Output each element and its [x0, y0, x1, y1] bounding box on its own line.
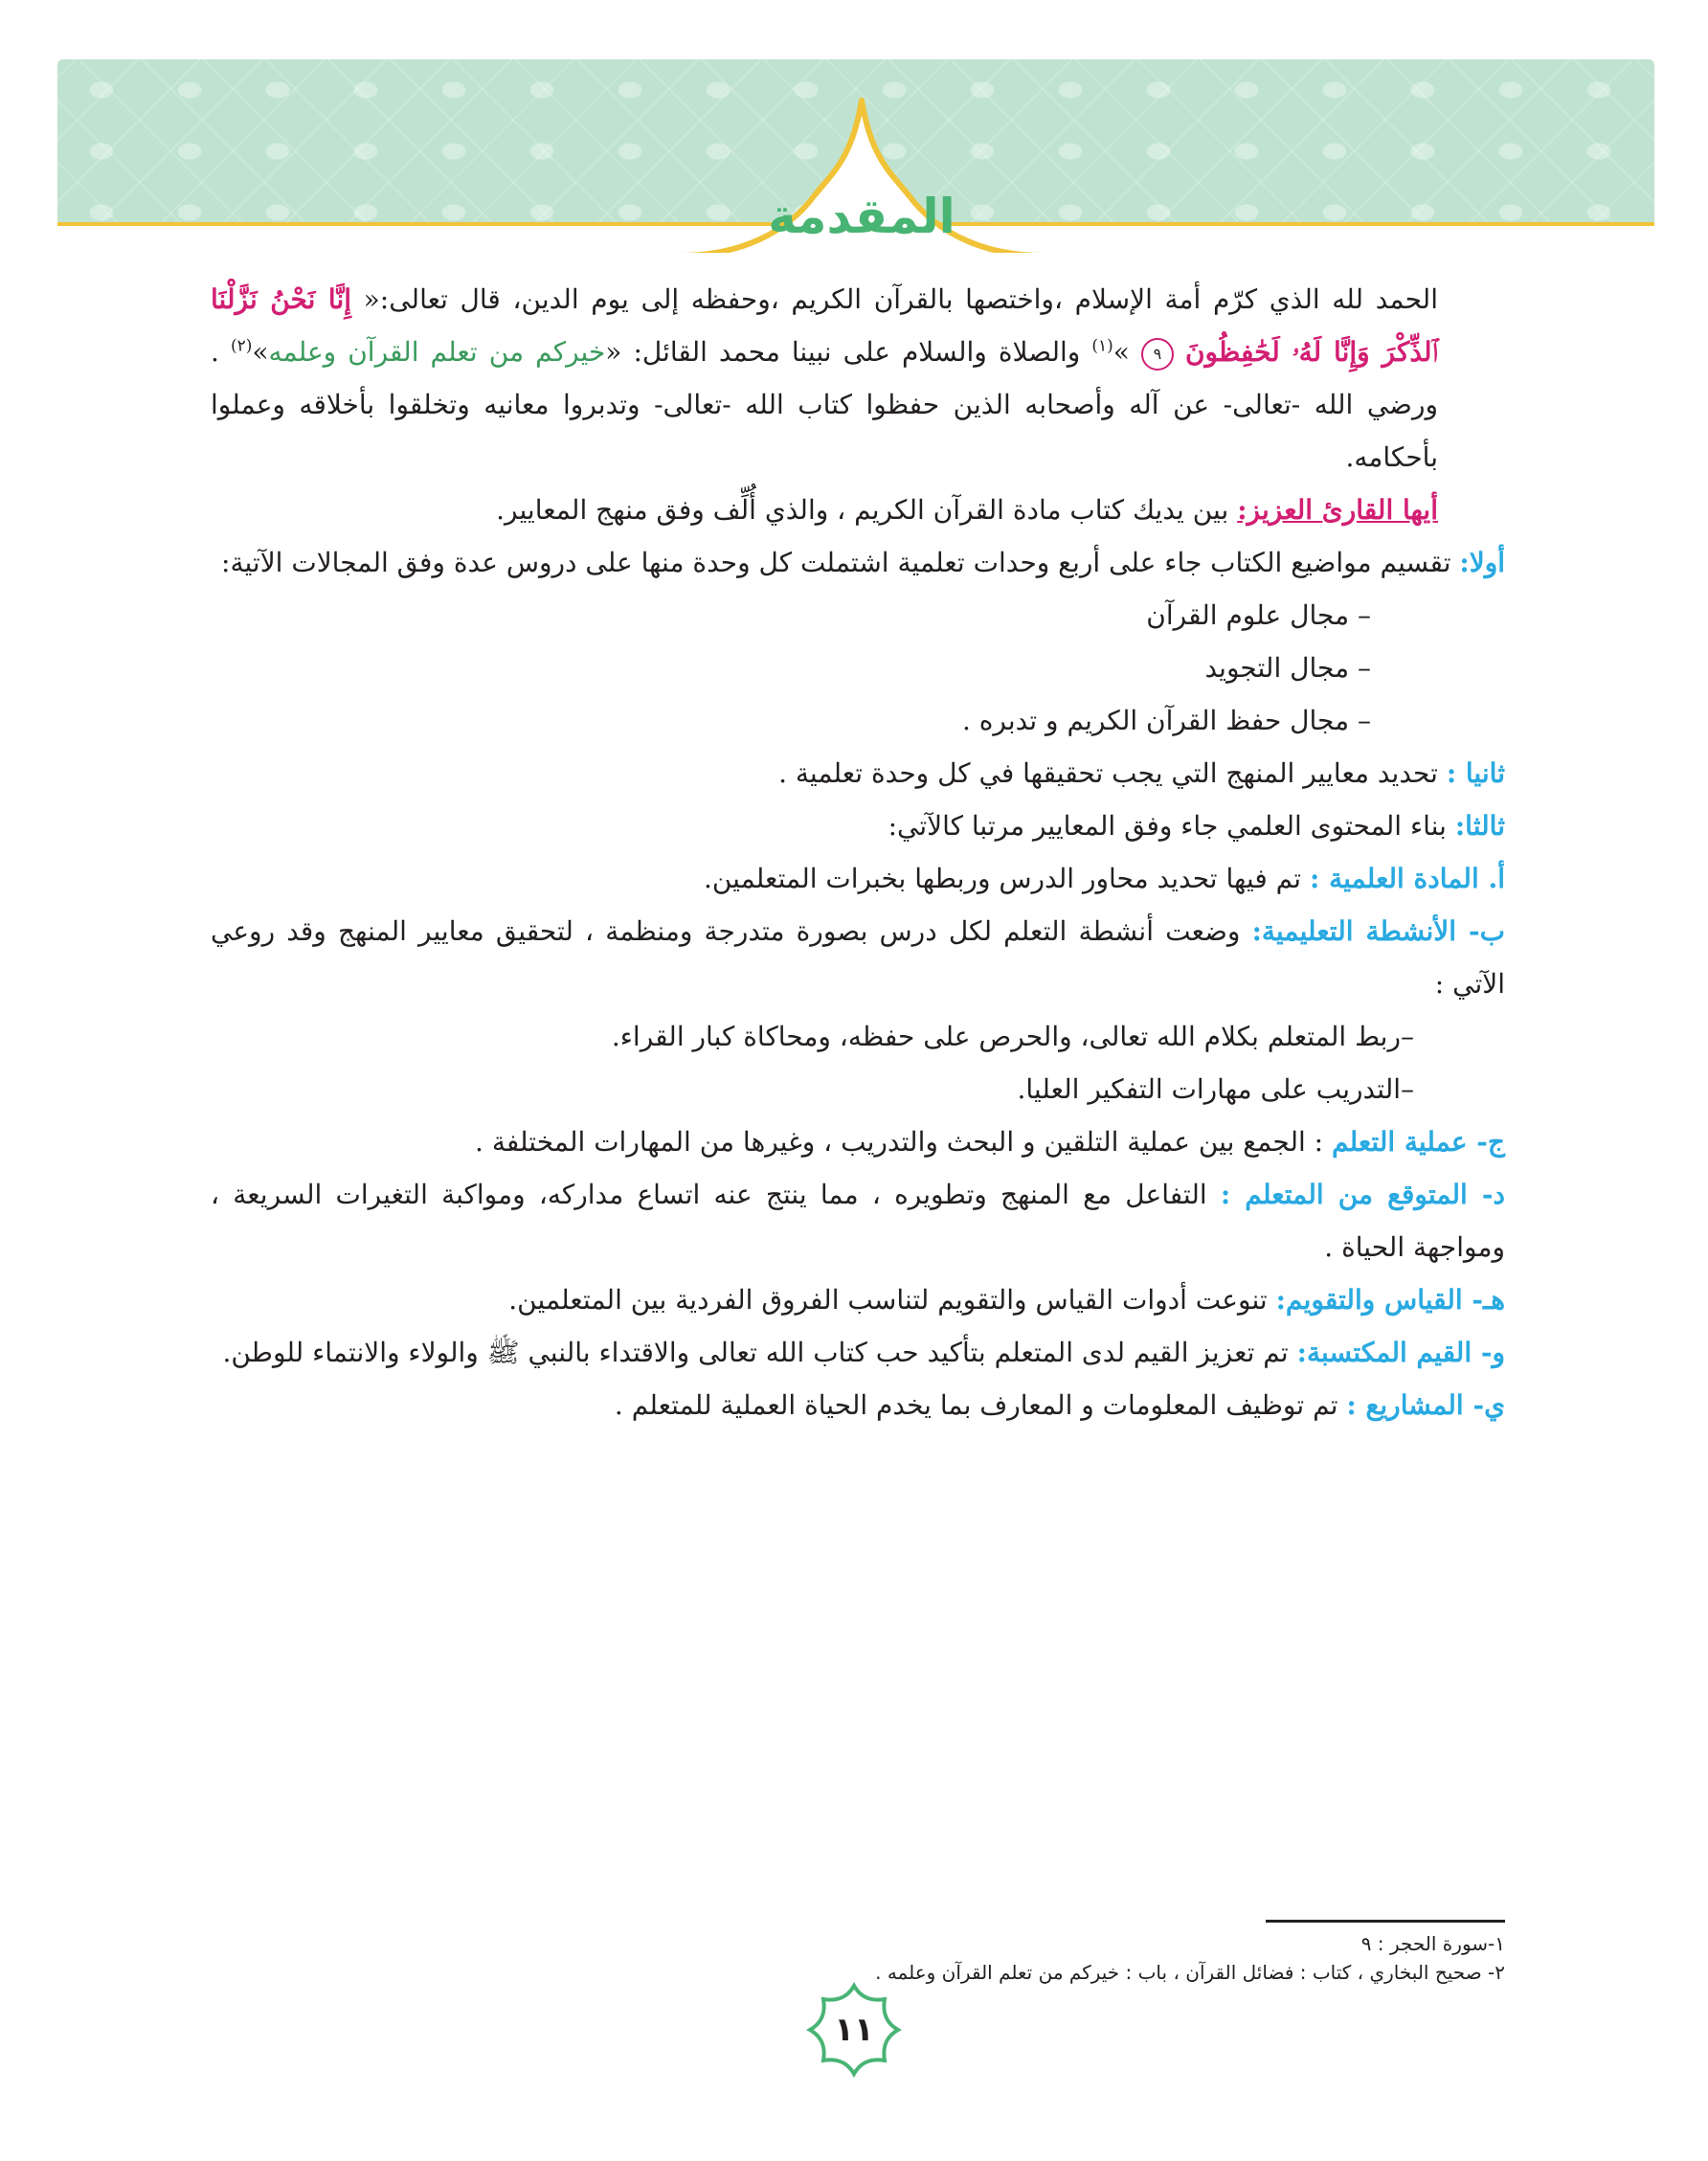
item-e: هـ- القياس والتقويم: تنوعت أدوات القياس والتقويم لتناسب الفروق الفردية بين المتعلمين.: [508, 1284, 1505, 1316]
second-label: ثانيا :: [1446, 757, 1505, 789]
footnote-ref-2: (٢): [230, 336, 253, 356]
item-a: أ. المادة العلمية : تم فيها تحديد محاور الدرس وربطها بخبرات المتعلمين.: [703, 863, 1505, 894]
third-label: ثالثا:: [1454, 810, 1505, 842]
ayah-number-mark: ٩: [1141, 338, 1174, 371]
item-g: ي- المشاريع : تم توظيف المعلومات و المعارف بما يخدم الحياة العملية للمتعلم .: [614, 1389, 1505, 1421]
footnote-divider: [1266, 1920, 1505, 1923]
item-e-label: هـ- القياس والتقويم:: [1275, 1284, 1505, 1316]
reader-paragraph: أيها القارئ العزيز: بين يديك كتاب مادة القرآن الكريم ، والذي أُلِّف وفق منهج المعايير.: [496, 494, 1438, 526]
footnote-2: ٢- صحيح البخاري ، كتاب : فضائل القرآن ، باب : خيركم من تعلم القرآن وعلمه .: [875, 1961, 1505, 1984]
footnote-ref-1: (١): [1091, 336, 1113, 356]
item-g-label: ي- المشاريع :: [1346, 1389, 1505, 1421]
list-item: – مجال حفظ القرآن الكريم و تدبره .: [961, 705, 1371, 736]
page-number: ١١: [834, 2011, 874, 2049]
item-d-label: د- المتوقع من المتعلم :: [1220, 1179, 1505, 1210]
reader-label: أيها القارئ العزيز:: [1237, 494, 1438, 526]
second-paragraph: ثانيا : تحديد معايير المنهج التي يجب تحقيقها في كل وحدة تعلمية .: [778, 757, 1505, 789]
list-item: – مجال علوم القرآن: [1146, 599, 1371, 631]
item-c: ج- عملية التعلم : الجمع بين عملية التلقين و البحث والتدريب ، وغيرها من المهارات المختلفة .: [475, 1126, 1505, 1158]
first-paragraph: أولا: تقسيم مواضيع الكتاب جاء على أربع وحدات تعلمية اشتملت كل وحدة منها على دروس عدة وفق المجالات الآتية:: [221, 547, 1505, 578]
item-a-label: أ. المادة العلمية :: [1309, 863, 1505, 894]
footnote-1: ١-سورة الحجر : ٩: [1360, 1932, 1505, 1955]
quran-verse: إِنَّا نَحْنُ نَزَّلْنَا ٱلذِّكْرَ وَإِنَّا لَهُۥ لَحَٰفِظُونَ: [211, 283, 1438, 368]
item-c-label: ج- عملية التعلم: [1332, 1126, 1505, 1158]
intro-content: [211, 273, 1505, 1431]
page-title: المقدمة: [768, 189, 955, 244]
third-paragraph: ثالثا: بناء المحتوى العلمي جاء وفق المعايير مرتبا كالآتي:: [888, 810, 1505, 842]
item-b: ب- الأنشطة التعليمية: وضعت أنشطة التعلم لكل درس بصورة متدرجة ومنظمة ، لتحقيق معايير المنهج وقد روعي الآتي :: [211, 915, 1506, 1000]
list-item: –التدريب على مهارات التفكير العليا.: [1017, 1073, 1414, 1105]
item-b-label: ب- الأنشطة التعليمية:: [1251, 915, 1506, 947]
list-item: –ربط المتعلم بكلام الله تعالى، والحرص على حفظه، ومحاكاة كبار القراء.: [611, 1021, 1414, 1052]
item-f: و- القيم المكتسبة: تم تعزيز القيم لدى المتعلم بتأكيد حب كتاب الله تعالى والاقتداء بالنبي ﷺ والولاء والانتماء للوطن.: [222, 1337, 1505, 1368]
intro-paragraph: الحمد لله الذي كرّم أمة الإسلام ،واختصها بالقرآن الكريم ،وحفظه إلى يوم الدين، قال تعالى:« إِنَّا نَحْنُ نَزَّلْنَا ٱلذِّكْرَ وَإِنَّا لَهُۥ لَحَٰفِظُونَ ٩ »$^{(١)}$ والصلاة والسلام على نبينا محمد القائل: «خيركم من تعلم القرآن وعلمه»$^{(٢)}$ . ورضي الله -تعالى- عن آله وأصحابه الذين حفظوا كتاب الله -تعالى- وتدبروا معانيه وتخلقوا بأخلاقه وعملوا بأحكامه.: [211, 283, 1438, 473]
first-label: أولا:: [1459, 547, 1505, 578]
item-d: د- المتوقع من المتعلم : التفاعل مع المنهج وتطويره ، مما ينتج عنه اتساع مداركه، ومواكبة التغيرات السريعة ، ومواجهة الحياة .: [211, 1179, 1505, 1263]
list-item: – مجال التجويد: [1204, 652, 1371, 684]
hadith-text: خيركم من تعلم القرآن وعلمه: [268, 336, 606, 368]
item-f-label: و- القيم المكتسبة:: [1296, 1337, 1505, 1368]
footnotes: [211, 1929, 1505, 1987]
